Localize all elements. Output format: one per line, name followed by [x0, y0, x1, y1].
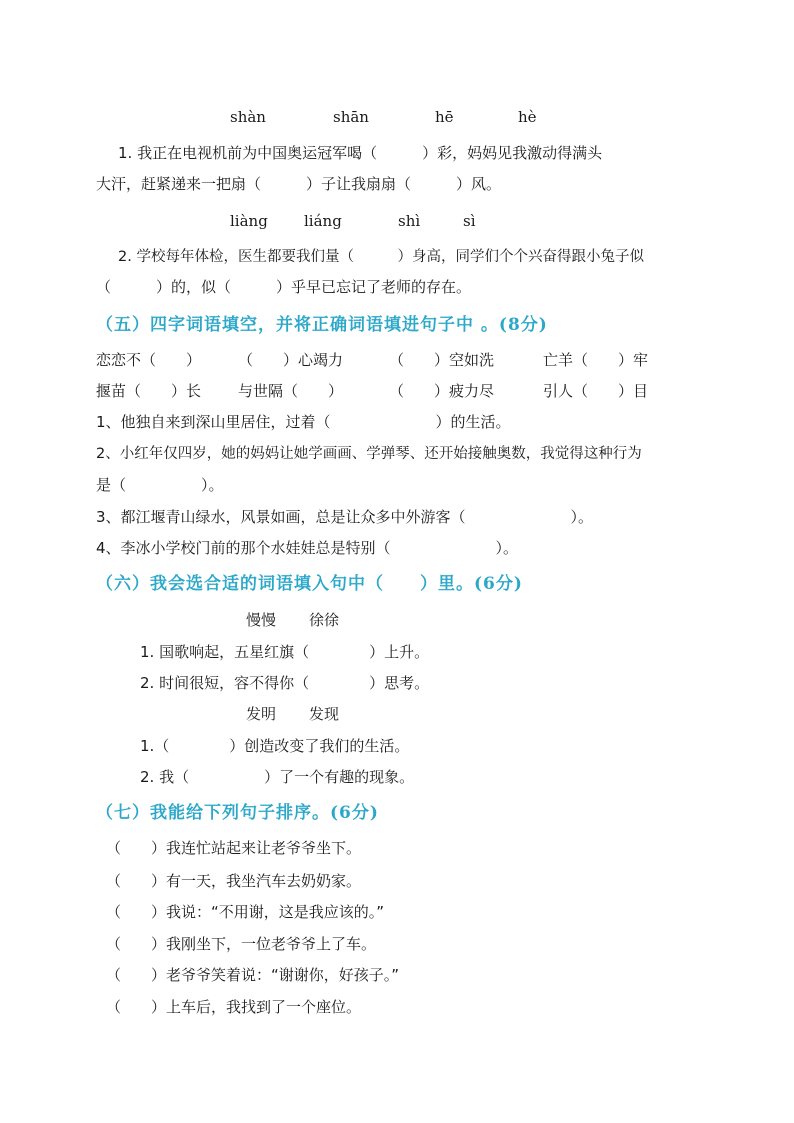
- sentence-2-line-2: 是（ ）。: [96, 476, 224, 494]
- sentence-3: 3、都江堰青山绿水，风景如画，总是让众多中外游客（ ）。: [96, 508, 594, 526]
- idiom-3: （ ）空如洗: [389, 351, 495, 369]
- sentence-2-line-1: 2、小红年仅四岁，她的妈妈让她学画画、学弹琴、还开始接触奥数，我觉得这种行为: [96, 446, 642, 462]
- idiom-1: 恋恋不（ ）: [96, 351, 202, 369]
- idiom-6: 与世隔（ ）: [238, 382, 344, 400]
- order-item-2: （ ）有一天，我坐汽车去奶奶家。: [106, 872, 362, 890]
- pinyin-shi4: shì: [398, 212, 421, 230]
- idiom-4: 亡羊（ ）牢: [543, 351, 649, 369]
- question-2-line-2: （ ）的，似（ ）乎早已忘记了老师的存在。: [96, 278, 472, 296]
- order-item-4: （ ）我刚坐下，一位老爷爷上了车。: [106, 935, 377, 953]
- sentence-1: 1、他独自来到深山里居住，过着（ ）的生活。: [96, 413, 511, 431]
- pinyin-liang2: liáng: [304, 212, 342, 230]
- sentence-4: 4、李冰小学校门前的那个水娃娃总是特别（ ）。: [96, 539, 519, 557]
- order-item-5: （ ）老爷爷笑着说：“谢谢你，好孩子。”: [106, 966, 400, 984]
- fill-question-2: 2. 时间很短，容不得你（ ）思考。: [140, 674, 430, 692]
- section-6-heading: （六）我会选合适的词语填入句中（ ）里。(6分): [96, 574, 523, 594]
- pinyin-liang4: liàng: [230, 212, 268, 230]
- question-1-line-2: 大汗，赶紧递来一把扇（ ）子让我扇扇（ ）风。: [96, 175, 502, 193]
- order-item-6: （ ）上车后，我找到了一个座位。: [106, 998, 362, 1016]
- fill-question-3: 1.（ ）创造改变了我们的生活。: [140, 737, 410, 755]
- fill-question-1: 1. 国歌响起，五星红旗（ ）上升。: [140, 643, 430, 661]
- fill-question-4: 2. 我（ ）了一个有趣的现象。: [140, 768, 415, 786]
- word-choice-xuxu: 徐徐: [309, 611, 340, 629]
- section-5-heading: （五）四字词语填空，并将正确词语填进句子中 。(8分): [96, 315, 548, 335]
- idiom-5: 揠苗（ ）长: [96, 382, 202, 400]
- question-1-line-1: 1. 我正在电视机前为中国奥运冠军喝（ ）彩，妈妈见我激动得满头: [118, 144, 603, 162]
- word-choice-manman: 慢慢: [246, 611, 277, 629]
- section-7-heading: （七）我能给下列句子排序。(6分): [96, 803, 379, 823]
- idiom-8: 引人（ ）目: [543, 382, 649, 400]
- idiom-7: （ ）疲力尽: [389, 382, 495, 400]
- order-item-1: （ ）我连忙站起来让老爷爷坐下。: [106, 839, 362, 857]
- word-choice-faxian: 发现: [309, 705, 340, 723]
- word-choice-faming: 发明: [246, 705, 277, 723]
- pinyin-shan4: shàn: [230, 108, 266, 126]
- pinyin-he1: hē: [435, 108, 454, 126]
- pinyin-shan1: shān: [333, 108, 369, 126]
- question-2-line-1: 2. 学校每年体检，医生都要我们量（ ）身高，同学们个个兴奋得跟小兔子似: [118, 249, 644, 265]
- order-item-3: （ ）我说：“不用谢，这是我应该的。”: [106, 903, 385, 921]
- idiom-2: （ ）心竭力: [238, 351, 344, 369]
- pinyin-si4: sì: [463, 212, 476, 230]
- pinyin-he4: hè: [518, 108, 537, 126]
